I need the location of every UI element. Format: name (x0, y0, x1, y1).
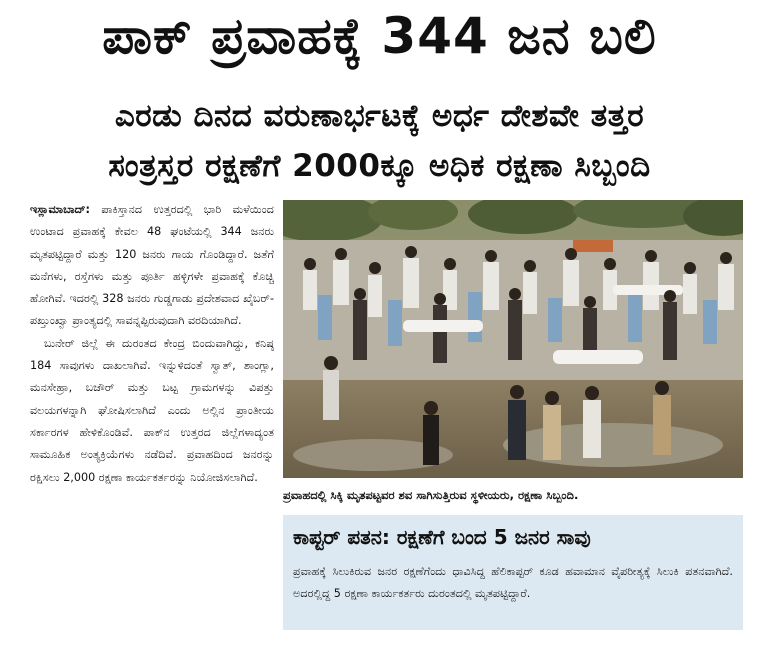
article-paragraph-2: ಬುನೇರ್ ಜಿಲ್ಲೆ ಈ ದುರಂತದ ಕೇಂದ್ರ ಬಿಂದುವಾಗಿದ್ದು, ಕನಿಷ್ಠ 184 ಸಾವುಗಳು ದಾಖಲಾಗಿವೆ. ಇನ್ನುಳಿದಂತೆ ಸ್ವಾತ್, ಶಾಂಗ್ಲಾ, ಮನಸೇಹ್ರಾ, ಬಜೌರ್ ಮತ್ತು ಬಟ್ಟ ಗ್ರಾಮಗಳನ್ನು ವಿಪತ್ತು ವಲಯಗಳನ್ನಾಗಿ ಘೋಷಿಸಲಾಗಿದೆ ಎಂದು ಅಲ್ಲಿನ ಪ್ರಾಂತೀಯ ಸರ್ಕಾರಗಳ ಹೇಳಿಕೊಂಡಿವೆ. ಪಾಕ್‌ನ ಉತ್ತರದ ಜಿಲ್ಲೆಗಳಾದ್ಯಂತ ಸಾಮೂಹಿಕ ಅಂತ್ಯಕ್ರಿಯೆಗಳು ನಡೆದಿವೆ. ಪ್ರವಾಹದಿಂದ ಜನರನ್ನು ರಕ್ಷಿಸಲು 2,000 ರಕ್ಷಣಾ ಕಾರ್ಯಕರ್ತರನ್ನು ನಿಯೋಜಿಸಲಾಗಿದೆ. (30, 336, 274, 484)
dateline: ಇಸ್ಲಾಮಾಬಾದ್: (30, 203, 90, 216)
article-paragraph-1 (30, 199, 274, 333)
subheadline-2: ಸಂತ್ರಸ್ತರ ರಕ್ಷಣೆಗೆ 2000ಕ್ಕೂ ಅಧಿಕ ರಕ್ಷಣಾ ಸಿಬ್ಬಂದಿ (108, 148, 651, 184)
flood-funeral-photo-image (283, 200, 743, 478)
article-text-1: ಪಾಕಿಸ್ತಾನದ ಉತ್ತರದಲ್ಲಿ ಭಾರಿ ಮಳೆಯಿಂದ ಉಂಟಾದ ಪ್ರವಾಹಕ್ಕೆ ಕೇವಲ 48 ಘಂಟೆಯಲ್ಲಿ 344 ಜನರು ಮೃತಪಟ್ಟಿದ್ದಾರೆ ಮತ್ತು 120 ಜನರು ಗಾಯ ಗೊಂಡಿದ್ದಾರೆ. ಜತೆಗೆ ಮನೆಗಳು, ರಸ್ತೆಗಳು ಮತ್ತು ಪೂರ್ತಿ ಹಳ್ಳಿಗಳೇ ಪ್ರವಾಹಕ್ಕೆ ಕೊಚ್ಚಿ ಹೋಗಿವೆ. ಇದರಲ್ಲಿ 328 ಜನರು ಗುಡ್ಡಗಾಡು ಪ್ರದೇಶವಾದ ಖೈಬರ್-ಪಖ್ತುಂಖ್ವಾ ಪ್ರಾಂತ್ಯದಲ್ಲಿ ಸಾವನ್ನಪ್ಪಿರುವುದಾಗಿ ವರದಿಯಾಗಿದೆ. (30, 203, 274, 328)
news-photo (283, 200, 743, 478)
sidebar-box (283, 515, 743, 630)
photo-caption: ಪ್ರವಾಹದಲ್ಲಿ ಸಿಕ್ಕಿ ಮೃತಪಟ್ಟವರ ಶವ ಸಾಗಿಸುತ್ತಿರುವ ಸ್ಥಳೀಯರು, ರಕ್ಷಣಾ ಸಿಬ್ಬಂದಿ. (283, 488, 579, 502)
article-body (30, 199, 274, 489)
headline: ಪಾಕ್ ಪ್ರವಾಹಕ್ಕೆ 344 ಜನ ಬಲಿ (102, 7, 657, 65)
sidebar-title: ಕಾಪ್ಟರ್ ಪತನ: ರಕ್ಷಣೆಗೆ ಬಂದ 5 ಜನರ ಸಾವು (293, 525, 591, 549)
sidebar-body: ಪ್ರವಾಹಕ್ಕೆ ಸಿಲುಕಿರುವ ಜನರ ರಕ್ಷಣೆಗೆಂದು ಧಾವಿಸಿದ್ದ ಹೆಲಿಕಾಪ್ಟರ್ ಕೂಡ ಹವಾಮಾನ ವೈಪರೀತ್ಯಕ್ಕೆ ಸಿಲುಕಿ ಪತನವಾಗಿದೆ. ಅದರಲ್ಲಿದ್ದ 5 ರಕ್ಷಣಾ ಕಾರ್ಯಕರ್ತರು ದುರಂತದಲ್ಲಿ ಮೃತಪಟ್ಟಿದ್ದಾರೆ. (293, 565, 733, 600)
subheadline-1: ಎರಡು ದಿನದ ವರುಣಾರ್ಭಟಕ್ಕೆ ಅರ್ಧ ದೇಶವೇ ತತ್ತರ (114, 98, 645, 134)
